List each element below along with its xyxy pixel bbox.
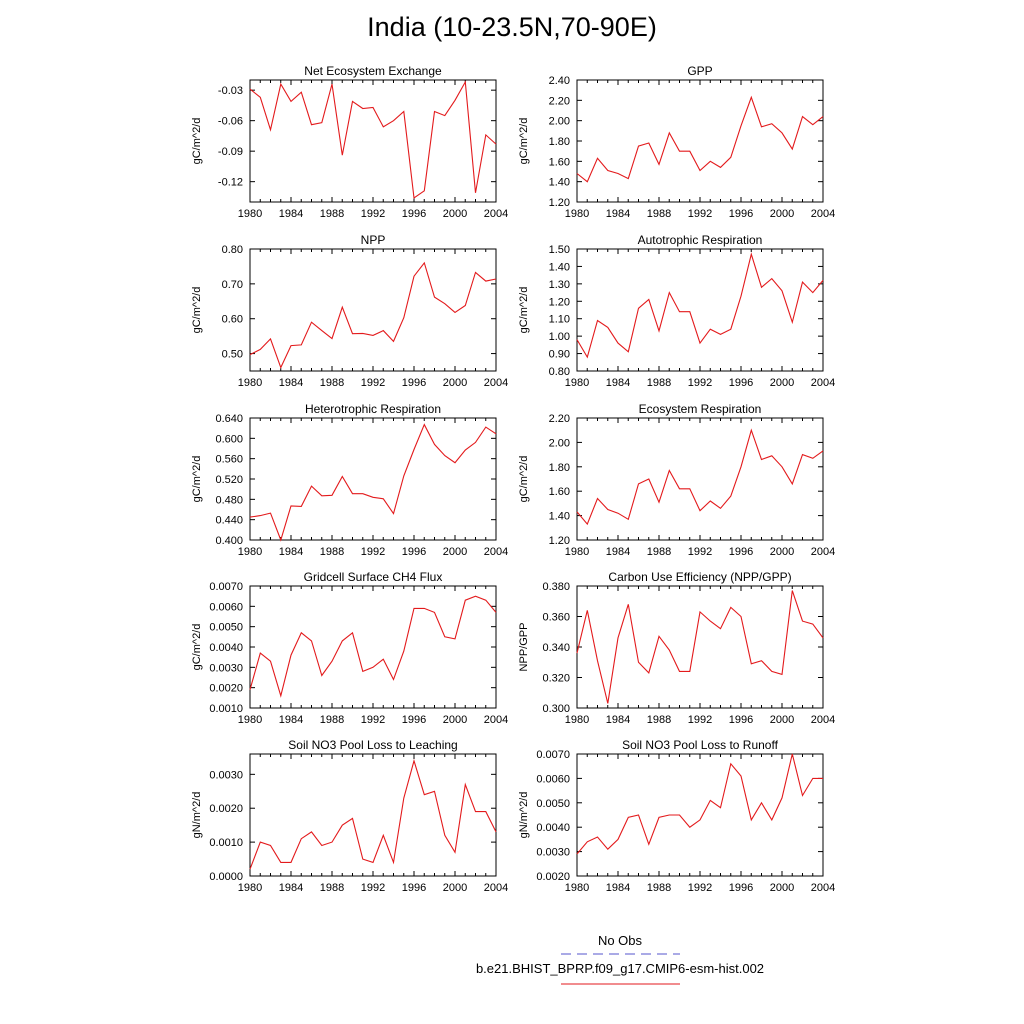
y-tick-label: 0.50: [221, 348, 243, 361]
x-tick-label: 1996: [728, 208, 754, 220]
chart-panel-2: [518, 64, 835, 220]
x-tick-label: 1980: [237, 208, 263, 220]
plot-frame: [250, 418, 496, 540]
x-tick-label: 1992: [687, 208, 713, 220]
plot-frame: [577, 249, 823, 371]
y-tick-label: -0.03: [217, 85, 243, 98]
plot-frame: [577, 418, 823, 540]
chart-title: Ecosystem Respiration: [638, 402, 762, 416]
x-tick-label: 1980: [564, 714, 590, 726]
y-tick-label: 0.440: [215, 514, 243, 527]
series-line: [250, 425, 496, 540]
series-line: [577, 591, 823, 704]
y-tick-label: 0.0030: [209, 769, 243, 782]
plot-frame: [577, 80, 823, 202]
x-tick-label: 2000: [769, 377, 795, 389]
x-tick-label: 2004: [483, 546, 509, 558]
y-tick-label: 1.30: [548, 278, 570, 291]
y-tick-label: 0.90: [548, 348, 570, 361]
y-axis-label: NPP/GPP: [518, 622, 530, 672]
y-tick-label: 1.50: [548, 244, 570, 256]
y-axis-label: gN/m^2/d: [191, 791, 203, 839]
y-tick-label: 1.40: [548, 261, 570, 274]
series-line: [250, 82, 496, 198]
x-tick-label: 2004: [483, 377, 509, 389]
x-tick-label: 1988: [319, 377, 345, 389]
plot-frame: [250, 586, 496, 708]
x-tick-label: 1992: [687, 714, 713, 726]
x-tick-label: 2004: [810, 377, 836, 389]
y-tick-label: 2.20: [548, 413, 570, 425]
x-tick-label: 2000: [769, 208, 795, 220]
y-axis-label: gN/m^2/d: [518, 791, 530, 839]
x-tick-label: 1992: [687, 377, 713, 389]
y-tick-label: 0.520: [215, 474, 243, 486]
x-tick-label: 1996: [401, 714, 427, 726]
x-tick-label: 2000: [442, 377, 468, 389]
y-axis-label: gC/m^2/d: [191, 117, 203, 165]
x-tick-label: 1996: [728, 882, 754, 894]
y-tick-label: 0.480: [215, 494, 243, 507]
x-tick-label: 1984: [605, 714, 631, 726]
chart-panel-8: [518, 570, 835, 726]
plot-frame: [577, 586, 823, 708]
y-tick-label: 0.0010: [209, 837, 243, 850]
y-axis-label: gC/m^2/d: [191, 286, 203, 334]
y-tick-label: 0.640: [215, 413, 243, 425]
x-tick-label: 1980: [237, 377, 263, 389]
chart-panel-6: [518, 402, 835, 558]
x-tick-label: 1996: [401, 546, 427, 558]
y-tick-label: 1.40: [548, 510, 570, 523]
y-tick-label: 0.0040: [536, 822, 570, 835]
x-tick-label: 1996: [728, 377, 754, 389]
y-tick-label: 1.80: [548, 461, 570, 474]
x-tick-label: 1988: [646, 377, 672, 389]
x-tick-label: 2004: [810, 208, 836, 220]
x-tick-label: 1992: [687, 882, 713, 894]
y-tick-label: 0.0060: [209, 601, 243, 614]
x-tick-label: 1988: [646, 714, 672, 726]
chart-title: Heterotrophic Respiration: [304, 402, 442, 416]
y-tick-label: 2.00: [548, 115, 570, 128]
y-tick-label: -0.09: [217, 146, 243, 159]
y-tick-label: 0.60: [221, 313, 243, 326]
y-tick-label: 2.40: [548, 75, 570, 87]
y-axis-label: gC/m^2/d: [191, 623, 203, 671]
chart-title: Soil NO3 Pool Loss to Runoff: [622, 738, 778, 752]
x-tick-label: 2004: [483, 714, 509, 726]
chart-title: Soil NO3 Pool Loss to Leaching: [288, 738, 458, 752]
series-line: [577, 754, 823, 854]
y-tick-label: 0.0070: [209, 581, 243, 593]
chart-title: GPP: [687, 64, 713, 78]
x-tick-label: 1996: [401, 208, 427, 220]
x-tick-label: 1988: [319, 546, 345, 558]
x-tick-label: 2000: [769, 546, 795, 558]
y-tick-label: 0.0050: [209, 621, 243, 634]
y-tick-label: 0.0070: [536, 749, 570, 761]
chart-title: Carbon Use Efficiency (NPP/GPP): [608, 570, 792, 584]
chart-title: Autotrophic Respiration: [637, 233, 763, 247]
x-tick-label: 1988: [646, 208, 672, 220]
y-tick-label: 0.0000: [209, 871, 243, 883]
y-tick-label: 1.60: [548, 156, 570, 169]
x-tick-label: 2004: [810, 546, 836, 558]
y-tick-label: -0.06: [217, 115, 243, 128]
x-tick-label: 2004: [810, 882, 836, 894]
x-tick-label: 1988: [319, 714, 345, 726]
series-line: [577, 430, 823, 524]
x-tick-label: 2000: [442, 714, 468, 726]
x-tick-label: 2000: [769, 882, 795, 894]
x-tick-label: 1980: [237, 882, 263, 894]
x-tick-label: 1984: [605, 377, 631, 389]
y-axis-label: gC/m^2/d: [518, 286, 530, 334]
y-tick-label: 0.70: [221, 278, 243, 291]
x-tick-label: 1984: [605, 546, 631, 558]
x-tick-label: 1984: [605, 208, 631, 220]
y-tick-label: 1.80: [548, 136, 570, 148]
legend-label-no-obs: No Obs: [597, 933, 643, 948]
x-tick-label: 1992: [360, 208, 386, 220]
y-tick-label: 0.80: [221, 244, 243, 256]
x-tick-label: 1984: [278, 546, 304, 558]
y-tick-label: 0.0030: [209, 662, 243, 675]
series-line: [577, 254, 823, 357]
series-line: [250, 263, 496, 368]
chart-panel-5: [191, 402, 508, 558]
y-tick-label: 2.20: [548, 95, 570, 108]
y-tick-label: 1.40: [548, 176, 570, 189]
y-tick-label: 0.80: [548, 366, 570, 378]
x-tick-label: 1980: [237, 714, 263, 726]
y-tick-label: 1.20: [548, 296, 570, 309]
y-tick-label: 0.0020: [209, 803, 243, 816]
y-tick-label: 0.400: [215, 535, 243, 547]
x-tick-label: 1988: [646, 546, 672, 558]
y-tick-label: 1.60: [548, 486, 570, 499]
y-tick-label: 0.0020: [536, 871, 570, 883]
y-tick-label: 0.360: [542, 611, 570, 624]
x-tick-label: 1980: [564, 882, 590, 894]
x-tick-label: 1992: [360, 714, 386, 726]
y-axis-label: gC/m^2/d: [518, 117, 530, 165]
y-tick-label: 0.380: [542, 581, 570, 593]
y-tick-label: 1.20: [548, 197, 570, 209]
chart-title: NPP: [360, 233, 386, 247]
x-tick-label: 2000: [769, 714, 795, 726]
series-line: [577, 97, 823, 181]
x-tick-label: 1996: [401, 882, 427, 894]
x-tick-label: 1984: [278, 208, 304, 220]
x-tick-label: 1996: [401, 377, 427, 389]
series-line: [250, 596, 496, 696]
legend-label-model: b.e21.BHIST_BPRP.f09_g17.CMIP6-esm-hist.002: [475, 961, 765, 976]
chart-panel-3: [191, 233, 508, 389]
x-tick-label: 1980: [564, 208, 590, 220]
chart-title: Net Ecosystem Exchange: [304, 64, 442, 78]
x-tick-label: 1996: [728, 714, 754, 726]
x-tick-label: 1996: [728, 546, 754, 558]
figure-title: India (10-23.5N,70-90E): [367, 12, 657, 42]
y-tick-label: 0.0050: [536, 797, 570, 810]
y-tick-label: 2.00: [548, 437, 570, 450]
y-tick-label: -0.12: [217, 176, 243, 189]
y-axis-label: gC/m^2/d: [191, 455, 203, 503]
chart-panel-10: [518, 738, 835, 894]
x-tick-label: 1992: [360, 882, 386, 894]
y-tick-label: 0.0040: [209, 642, 243, 654]
chart-panel-9: [191, 738, 508, 894]
x-tick-label: 1980: [564, 546, 590, 558]
x-tick-label: 1984: [278, 714, 304, 726]
x-tick-label: 1992: [360, 377, 386, 389]
x-tick-label: 1980: [564, 377, 590, 389]
x-tick-label: 1988: [646, 882, 672, 894]
y-tick-label: 0.340: [542, 642, 570, 654]
x-tick-label: 1988: [319, 208, 345, 220]
x-tick-label: 2000: [442, 882, 468, 894]
x-tick-label: 2004: [483, 208, 509, 220]
y-tick-label: 0.0060: [536, 773, 570, 786]
y-tick-label: 0.320: [542, 672, 570, 685]
plot-frame: [250, 80, 496, 202]
y-axis-label: gC/m^2/d: [518, 455, 530, 503]
x-tick-label: 1984: [605, 882, 631, 894]
y-tick-label: 0.0030: [536, 846, 570, 859]
x-tick-label: 1992: [360, 546, 386, 558]
y-tick-label: 0.0010: [209, 703, 243, 715]
y-tick-label: 1.00: [548, 331, 570, 344]
x-tick-label: 1980: [237, 546, 263, 558]
plot-frame: [577, 754, 823, 876]
x-tick-label: 1992: [687, 546, 713, 558]
chart-panel-1: [191, 64, 508, 220]
series-line: [250, 761, 496, 869]
x-tick-label: 2000: [442, 208, 468, 220]
chart-title: Gridcell Surface CH4 Flux: [303, 570, 443, 584]
x-tick-label: 1988: [319, 882, 345, 894]
y-tick-label: 0.600: [215, 433, 243, 446]
x-tick-label: 1984: [278, 377, 304, 389]
y-tick-label: 0.300: [542, 703, 570, 715]
chart-panel-7: [191, 570, 508, 726]
y-tick-label: 0.0020: [209, 682, 243, 695]
y-tick-label: 1.10: [548, 313, 570, 326]
plot-frame: [250, 754, 496, 876]
y-tick-label: 1.20: [548, 535, 570, 547]
x-tick-label: 2004: [810, 714, 836, 726]
x-tick-label: 2004: [483, 882, 509, 894]
chart-panel-4: [518, 233, 835, 389]
x-tick-label: 2000: [442, 546, 468, 558]
x-tick-label: 1984: [278, 882, 304, 894]
y-tick-label: 0.560: [215, 453, 243, 466]
legend: [476, 933, 764, 984]
